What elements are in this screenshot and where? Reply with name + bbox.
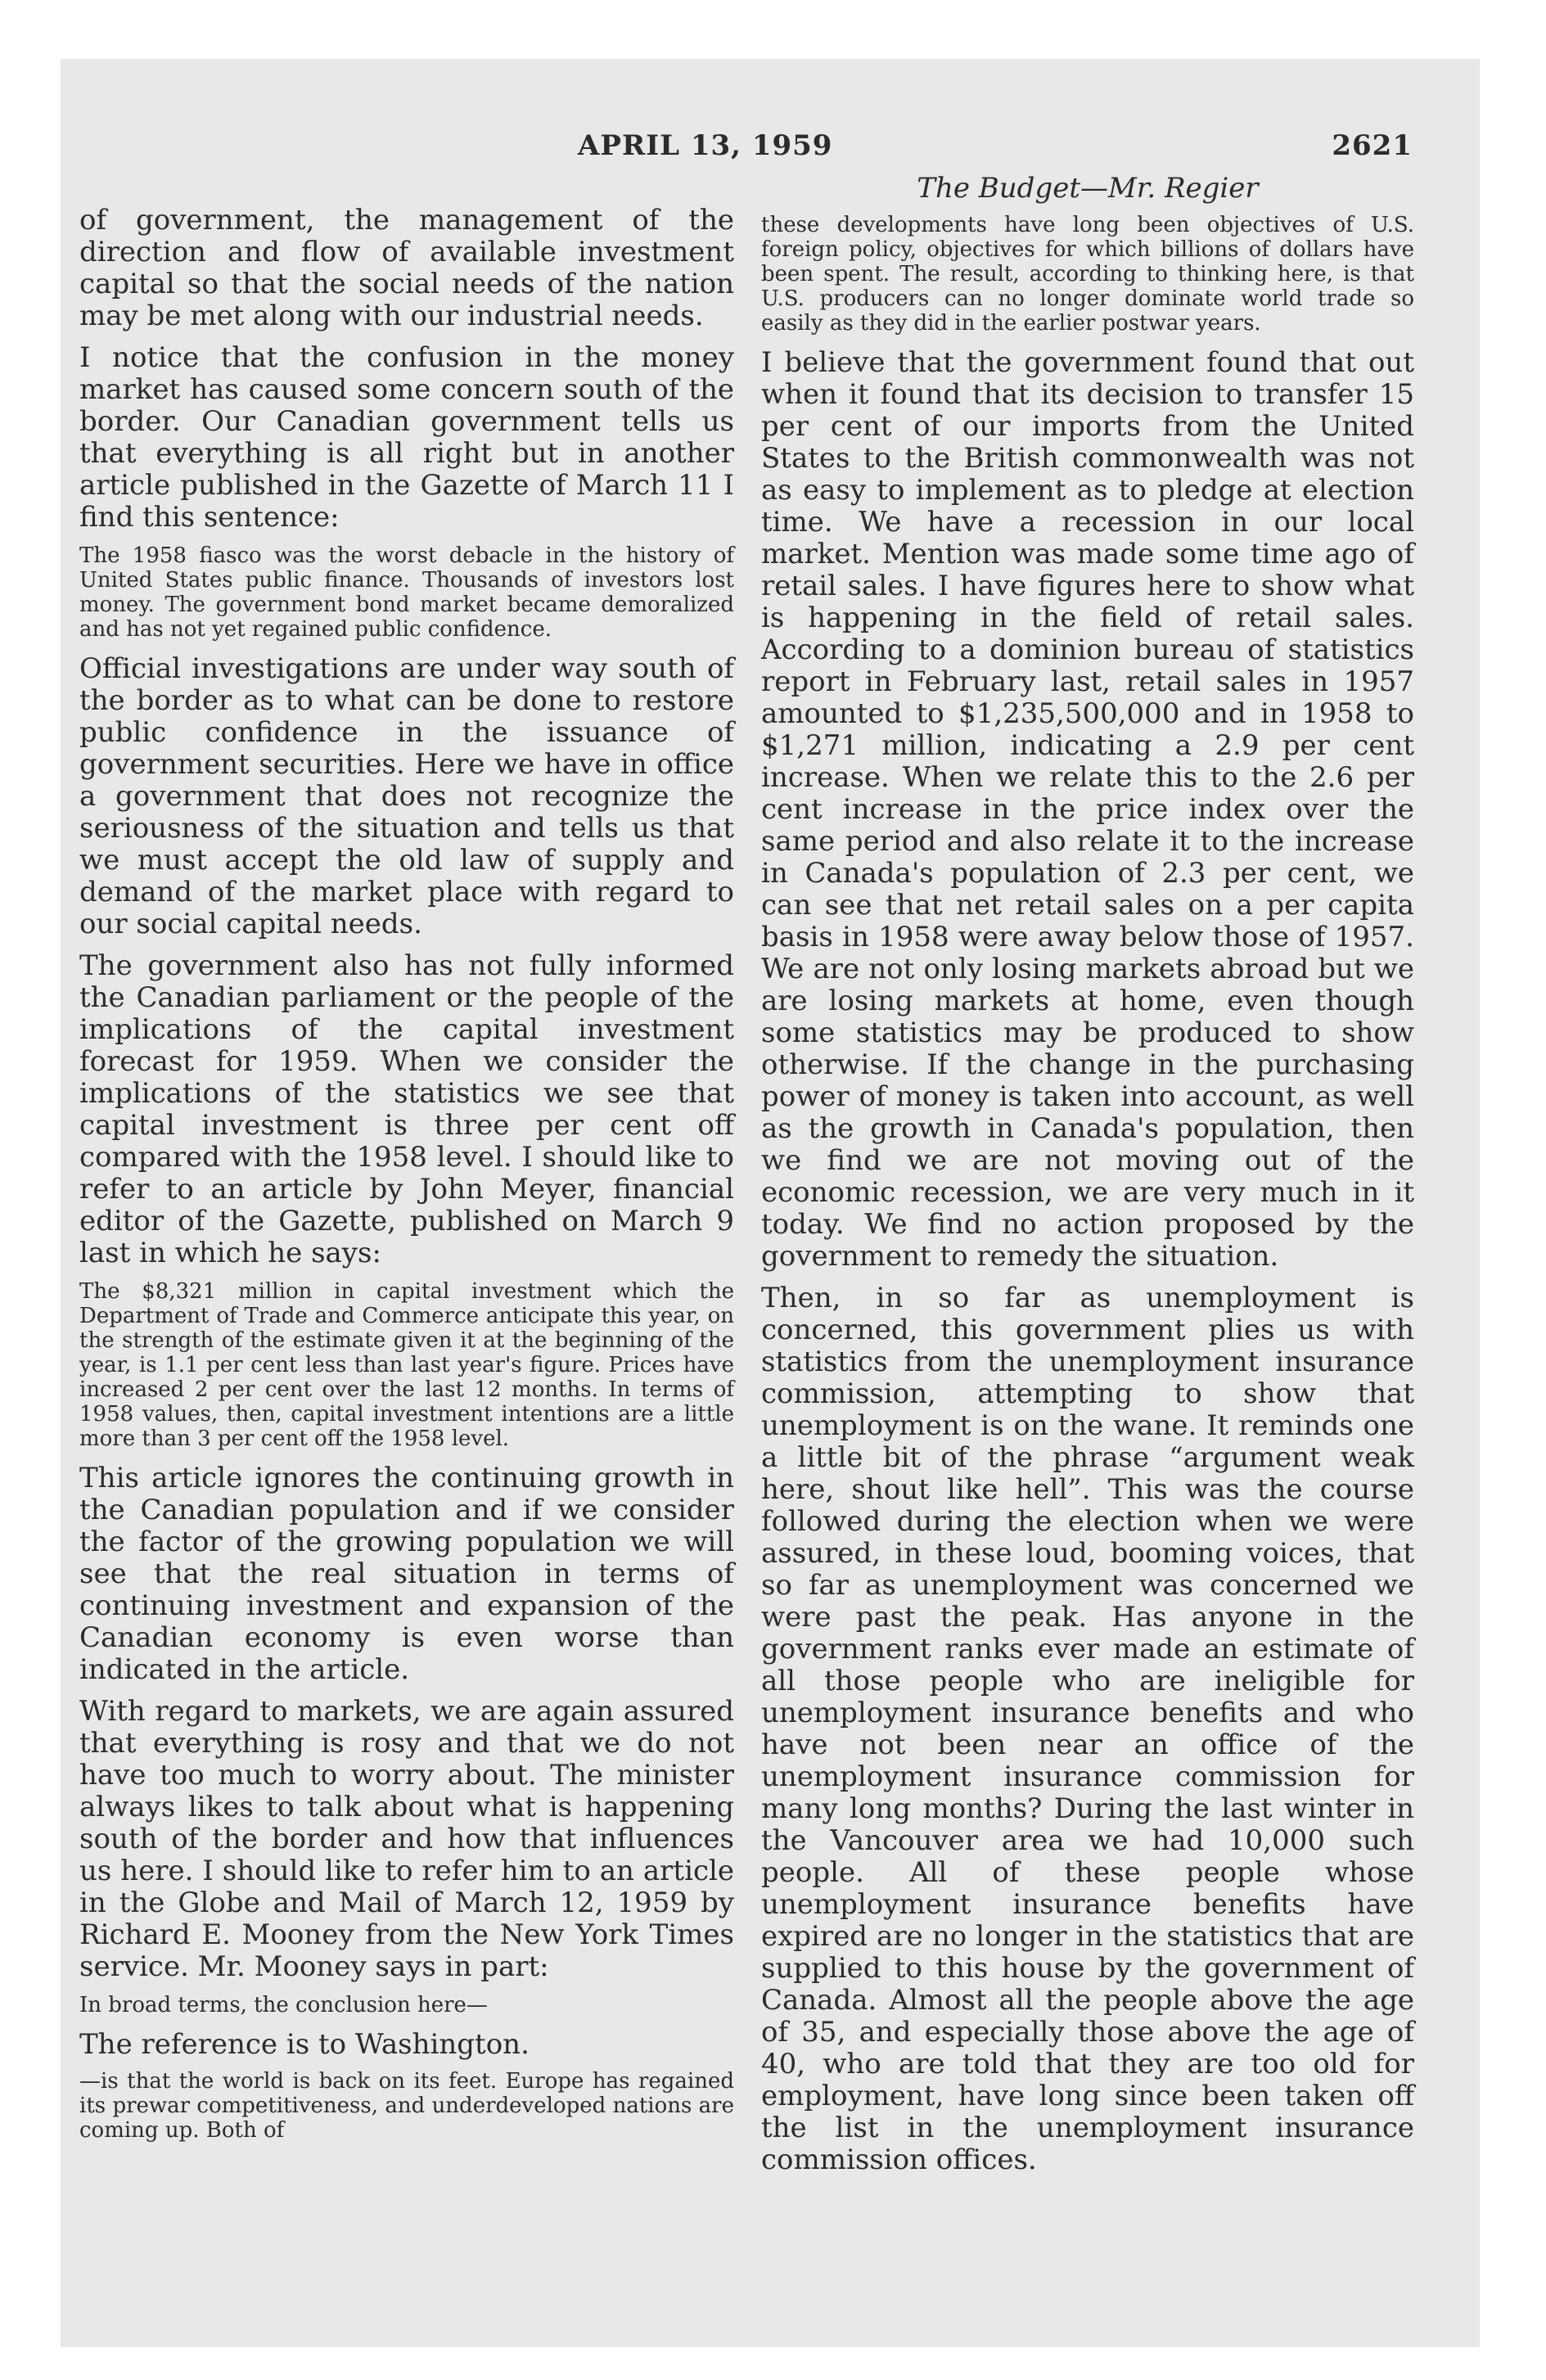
paragraph: With regard to markets, we are again assured that everything is rosy and that we do not have too much to worry about. The minister always likes to talk about what is happening south of the border and how that influences us here. I should like to refer him to an article in the Globe and Mail of March 12, 1959 by Richard E. Mooney from the New York Times service. Mr. Mooney says in part: xyxy=(79,1695,734,1983)
left-column xyxy=(79,205,734,2154)
paragraph: The reference is to Washington. xyxy=(79,2028,530,2061)
page-number: 2621 xyxy=(1332,129,1413,162)
block-quote: In broad terms, the conclusion here— xyxy=(79,1993,488,2017)
page-header xyxy=(79,129,1413,178)
block-quote: The $8,321 million in capital investment which the Department of Trade and Commerce anticipate this year, on the strength of the estimate given it at the beginning of the year, is 1.1 per cent less than last year's figure. Prices have increased 2 per cent over the last 12 months. In terms of 1958 values, then, capital investment intentions are a little more than 3 per cent off the 1958 level. xyxy=(79,1279,734,1451)
paragraph: Official investigations are under way south of the border as to what can be done to restore public confidence in the issuance of government securities. Here we have in office a government that does not recognize the seriousness of the situation and tells us that we must accept the old law of supply and demand of the market place with regard to our social capital needs. xyxy=(79,652,734,940)
paragraph: I notice that the confusion in the money market has caused some concern south of the border. Our Canadian government tells us that everything is all right but in another article published in the Gazette of March 11 I find this sentence: xyxy=(79,341,734,534)
paragraph: Then, in so far as unemployment is concerned, this government plies us with statistics from the unemployment insurance commission, attempting to show that unemployment is on the wane. It reminds one a little bit of the phrase “argument weak here, shout like hell”. This was the course followed during the election when we were assured, in these loud, booming voices, that so far as unemployment was concerned we were past the peak. Has anyone in the government ranks ever made an estimate of all those people who are ineligible for unemployment insurance benefits and who have not been near an office of the unemployment insurance commission for many long months? During the last winter in the Vancouver area we had 10,000 such people. All of these people whose unemployment insurance benefits have expired are no longer in the statistics that are supplied to this house by the government of Canada. Almost all the people above the age of 35, and especially those above the age of 40, who are told that they are too old for employment, have long since been taken off the list in the unemployment insurance commission offices. xyxy=(761,1282,1414,2176)
paragraph: The government also has not fully informed the Canadian parliament or the people of the implications of the capital investment forecast for 1959. When we consider the implications of the statistics we see that capital investment is three per cent off compared with the 1958 level. I should like to refer to an article by John Meyer, financial editor of the Gazette, published on March 9 last in which he says: xyxy=(79,949,734,1269)
right-column-body xyxy=(761,213,1414,2176)
paragraph: I believe that the government found that out when it found that its decision to transfer 15 per cent of our imports from the United States to the British commonwealth was not as easy to implement as to pledge at election time. We have a recession in our local market. Mention was made some time ago of retail sales. I have figures here to show what is happening in the field of retail sales. According to a dominion bureau of statistics report in February last, retail sales in 1957 amounted to $1,235,500,000 and in 1958 to $1,271 million, indicating a 2.9 per cent increase. When we relate this to the 2.6 per cent increase in the price index over the same period and also relate it to the increase in Canada's population of 2.3 per cent, we can see that net retail sales on a per capita basis in 1958 were away below those of 1957. We are not only losing markets abroad but we are losing markets at home, even though some statistics may be produced to show otherwise. If the change in the purchasing power of money is taken into account, as well as the growth in Canada's population, then we find we are not moving out of the economic recession, we are very much in it today. We find no action proposed by the government to remedy the situation. xyxy=(761,346,1414,1273)
header-date: APRIL 13, 1959 xyxy=(578,129,833,162)
paragraph: This article ignores the continuing growth in the Canadian population and if we consider the factor of the growing population we will see that the real situation in terms of continuing investment and expansion of the Canadian economy is even worse than indicated in the article. xyxy=(79,1462,734,1686)
running-head: The Budget—Mr. Regier xyxy=(917,172,1259,205)
paragraph: of government, the management of the direction and flow of available investment capital so that the social needs of the nation may be met along with our industrial needs. xyxy=(79,204,734,332)
block-quote: —is that the world is back on its feet. Europe has regained its prewar competitiveness, and underdeveloped nations are coming up. Both of xyxy=(79,2069,734,2143)
right-column xyxy=(761,172,1414,2186)
block-quote: these developments have long been objectives of U.S. foreign policy, objectives for which billions of dollars have been spent. The result, according to thinking here, is that U.S. producers can no longer dominate world trade so easily as they did in the earlier postwar years. xyxy=(761,213,1414,336)
block-quote: The 1958 fiasco was the worst debacle in the history of United States public finance. Thousands of investors lost money. The government bond market became demoralized and has not yet regained public confidence. xyxy=(79,543,734,642)
